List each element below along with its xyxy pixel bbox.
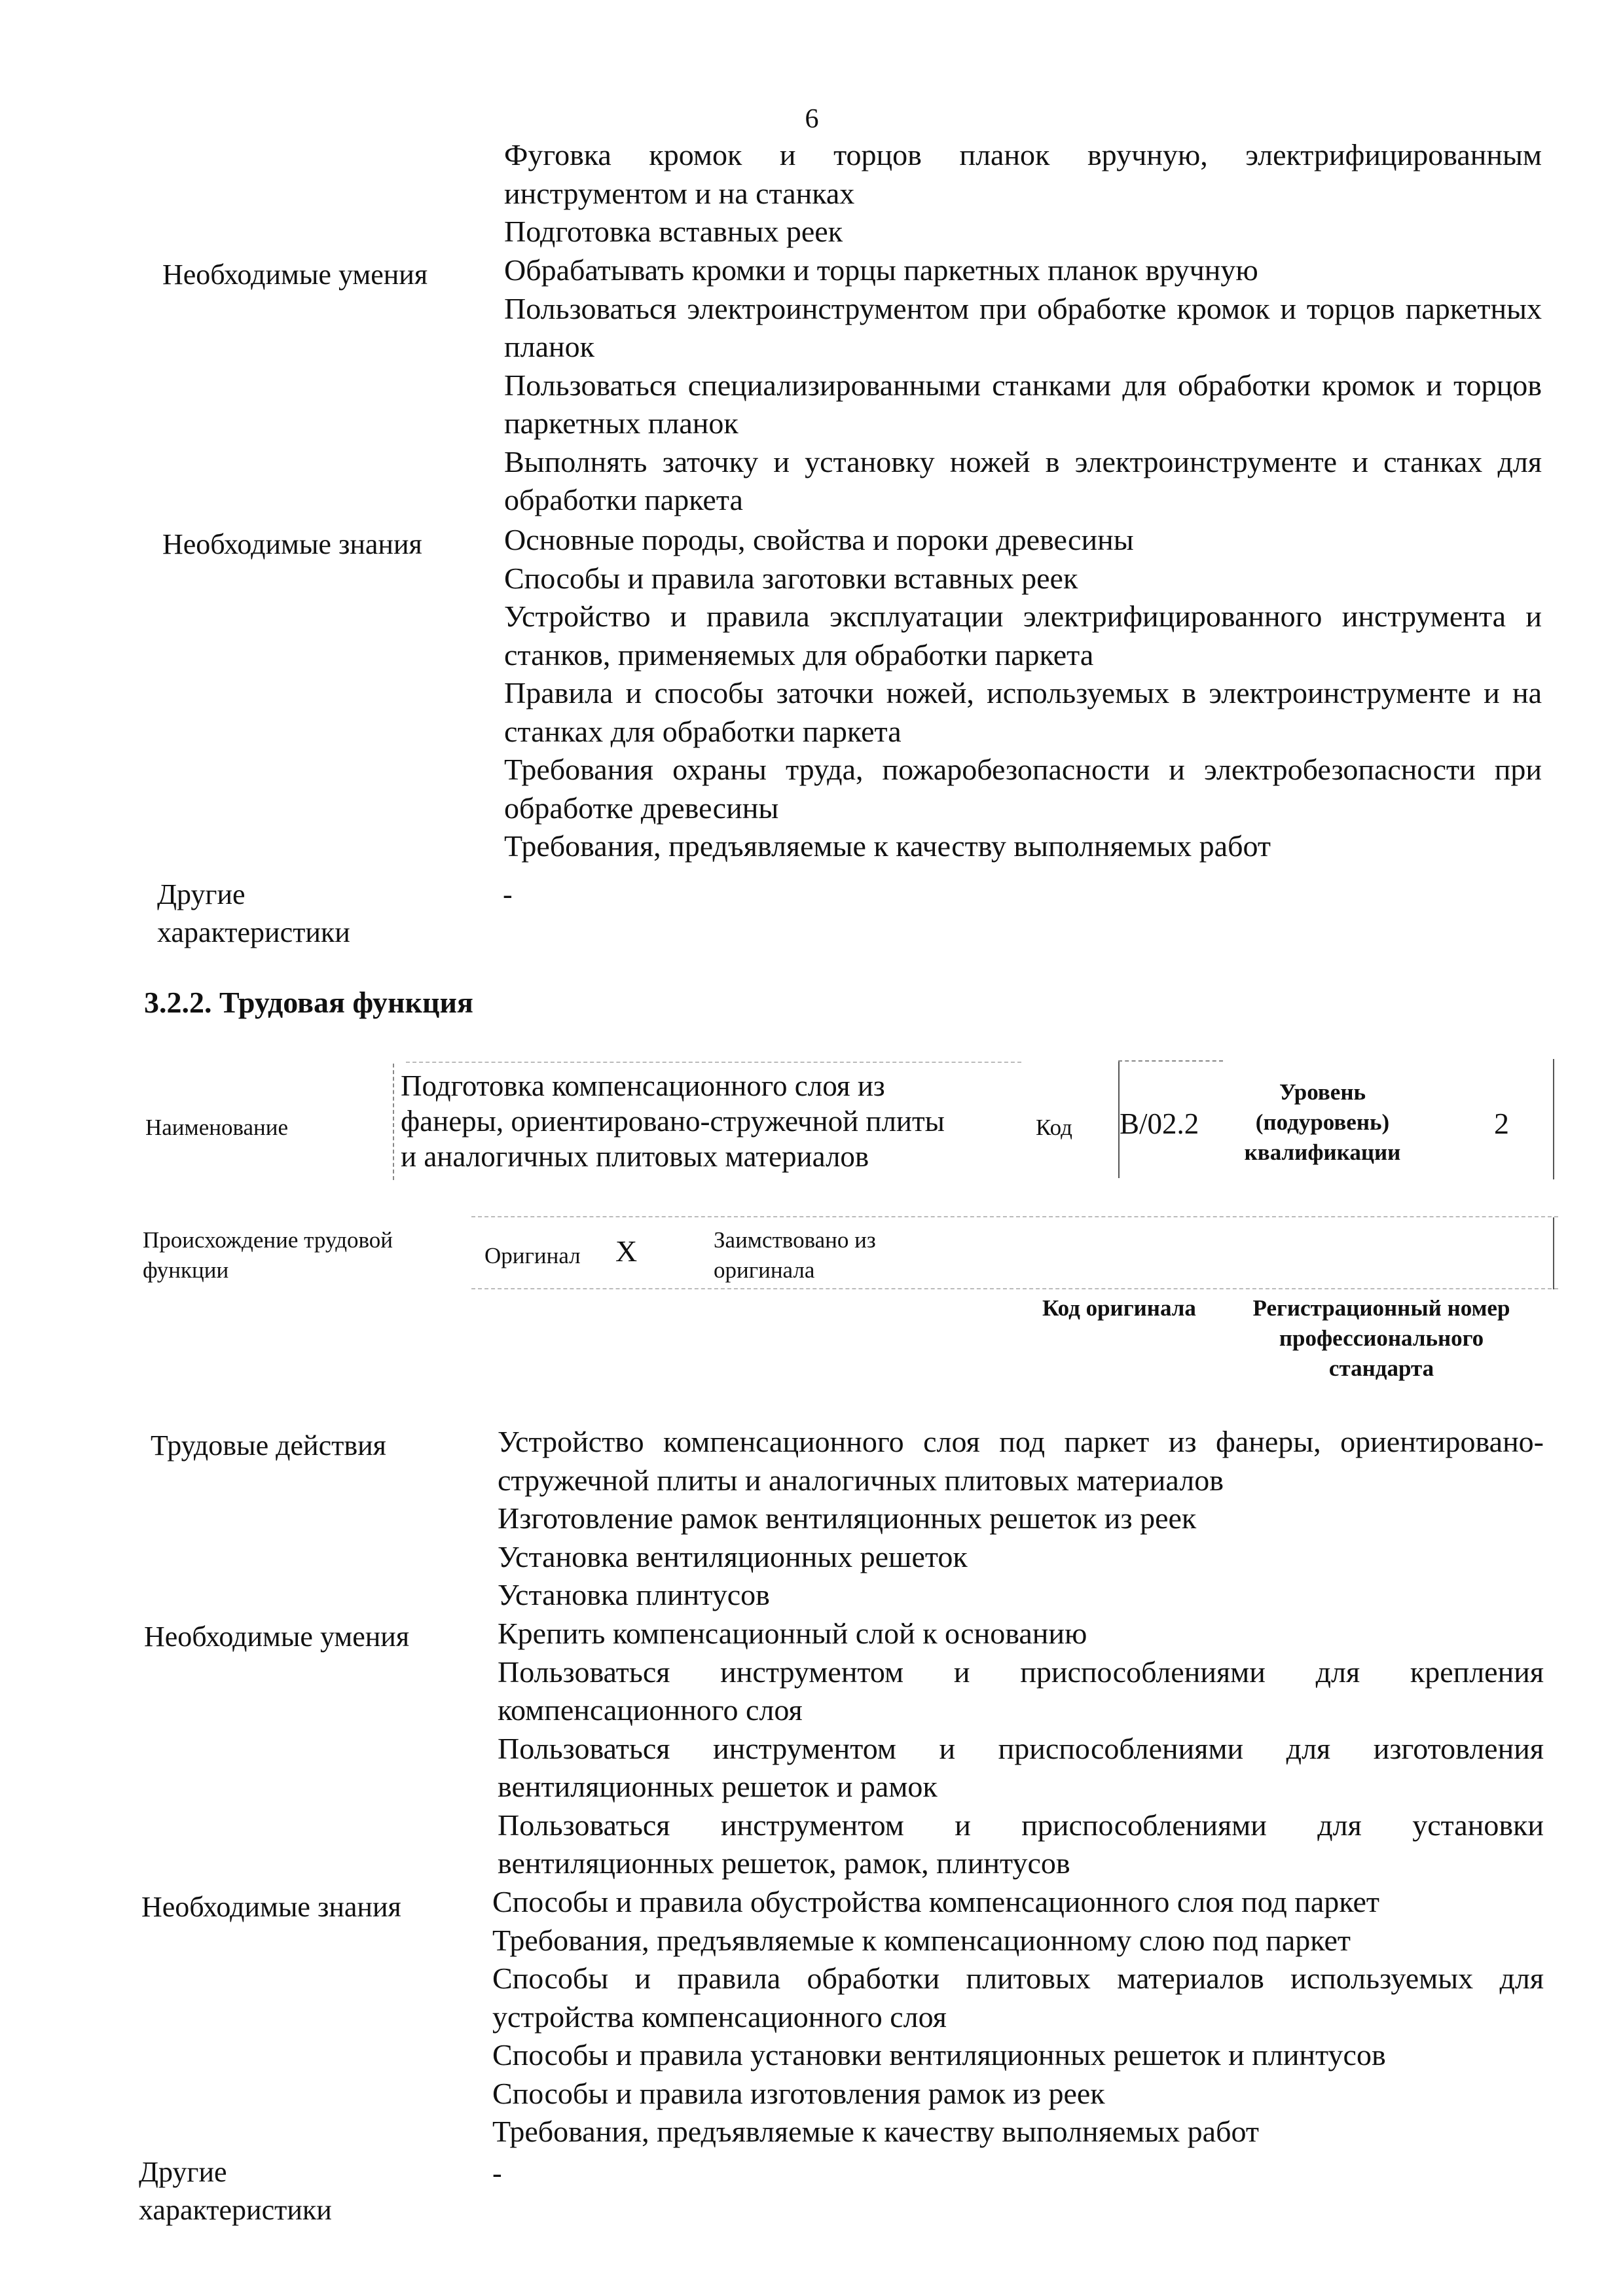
knowledge-item: Способы и правила заготовки вставных реек	[504, 561, 1078, 595]
reg-number-line: стандарта	[1328, 1355, 1434, 1381]
other-value: -	[503, 878, 513, 910]
origin-code-label: Код оригинала	[1042, 1295, 1196, 1321]
reg-number-label	[1237, 1293, 1525, 1384]
level-box-right-border	[1553, 1059, 1554, 1179]
action-item: Установка вентиляционных решеток	[498, 1539, 968, 1573]
knowledge-item: Требования, предъявляемые к качеству выполняемых работ	[492, 2115, 1260, 2148]
action-item: Устройство компенсационного слоя под паркет из фанеры, ориентировано-стружечной плиты и аналогичных плитовых материалов	[498, 1425, 1544, 1497]
borrowed-label-line: Заимствовано из	[714, 1227, 876, 1253]
skills-label-2: Необходимые умения	[144, 1621, 410, 1653]
skill-item: Выполнять заточку и установку ножей в электроинструменте и станках для обработки паркета	[504, 444, 1542, 516]
labor-actions-tail	[504, 136, 1542, 251]
code-value: B/02.2	[1120, 1107, 1199, 1140]
knowledge-item: Устройство и правила эксплуатации электрифицированного инструмента и станков, применяемых для обработки паркета	[504, 600, 1542, 672]
origin-top-dash	[471, 1216, 1558, 1217]
reg-number-line: профессионального	[1279, 1325, 1484, 1351]
level-label-line: квалификации	[1244, 1139, 1401, 1165]
origin-bottom-dash	[471, 1288, 1558, 1289]
knowledge-item: Способы и правила обустройства компенсационного слоя под паркет	[492, 1885, 1380, 1918]
skill-item: Пользоваться электроинструментом при обработке кромок и торцов паркетных планок	[504, 291, 1542, 363]
name-box-left-border	[393, 1064, 394, 1180]
other-label-b2: Другие	[139, 2156, 227, 2188]
borrowed-label-line: оригинала	[714, 1257, 815, 1283]
knowledge-item: Правила и способы заточки ножей, используемых в электроинструменте и на станках для обработки паркета	[504, 676, 1542, 748]
actions-list	[498, 1423, 1544, 1615]
knowledge-label: Необходимые знания	[162, 528, 422, 560]
knowledge-item: Способы и правила изготовления рамок из реек	[492, 2076, 1105, 2110]
name-line: и аналогичных плитовых материалов	[401, 1140, 869, 1173]
knowledge-list	[504, 521, 1542, 866]
skill-item: Пользоваться инструментом и приспособлениями для изготовления вентиляционных решеток и рамок	[498, 1731, 1544, 1803]
labor-action-item: Фуговка кромок и торцов планок вручную, электрифицированным инструментом и на станках	[504, 138, 1542, 210]
knowledge-item: Требования, предъявляемые к качеству выполняемых работ	[504, 829, 1271, 863]
knowledge-item: Требования, предъявляемые к компенсационному слою под паркет	[492, 1923, 1351, 1957]
skill-item: Пользоваться инструментом и приспособлениями для крепления компенсационного слоя	[498, 1655, 1544, 1727]
name-line: Подготовка компенсационного слоя из	[401, 1069, 885, 1102]
original-mark: X	[615, 1234, 638, 1268]
level-label-line: (подуровень)	[1255, 1109, 1390, 1135]
name-line: фанеры, ориентировано-стружечной плиты	[401, 1105, 945, 1138]
skill-item: Крепить компенсационный слой к основанию	[498, 1617, 1087, 1650]
skill-item: Пользоваться специализированными станками для обработки кромок и торцов паркетных планок	[504, 368, 1542, 440]
code-box-top-border	[1118, 1060, 1223, 1062]
actions-label: Трудовые действия	[151, 1429, 386, 1462]
skills-list-2	[498, 1615, 1544, 1883]
knowledge-item: Способы и правила обработки плитовых материалов используемых для устройства компенсационного слоя	[492, 1962, 1544, 2034]
knowledge-list-2	[492, 1883, 1544, 2151]
knowledge-label-2: Необходимые знания	[141, 1891, 401, 1923]
other-label-2: характеристики	[157, 916, 350, 948]
knowledge-item: Способы и правила установки вентиляционных решеток и плинтусов	[492, 2038, 1386, 2072]
name-value	[401, 1068, 945, 1174]
level-label	[1244, 1077, 1401, 1168]
origin-label-line: Происхождение трудовой	[143, 1227, 393, 1253]
skill-item: Обрабатывать кромки и торцы паркетных планок вручную	[504, 253, 1258, 287]
borrowed-label	[714, 1225, 876, 1285]
other-label: Другие	[157, 878, 246, 910]
action-item: Изготовление рамок вентиляционных решеток из реек	[498, 1501, 1197, 1535]
skill-item: Пользоваться инструментом и приспособлениями для установки вентиляционных решеток, рамок, плинтусов	[498, 1808, 1544, 1880]
other-label-b2-2: характеристики	[139, 2194, 332, 2226]
name-top-dash	[406, 1062, 1021, 1063]
reg-number-line: Регистрационный номер	[1252, 1295, 1510, 1321]
origin-label	[143, 1225, 393, 1285]
knowledge-item: Основные породы, свойства и пороки древесины	[504, 523, 1134, 556]
name-label: Наименование	[145, 1115, 289, 1140]
skills-list	[504, 251, 1542, 520]
origin-box-right-border	[1553, 1217, 1554, 1289]
original-label: Оригинал	[484, 1243, 581, 1268]
skills-label: Необходимые умения	[162, 259, 428, 291]
page-number: 6	[805, 104, 819, 134]
knowledge-item: Требования охраны труда, пожаробезопасности и электробезопасности при обработке древесины	[504, 753, 1542, 825]
action-item: Установка плинтусов	[498, 1578, 770, 1611]
level-value: 2	[1494, 1107, 1509, 1140]
code-label: Код	[1036, 1115, 1072, 1140]
other-value-b2: -	[492, 2157, 502, 2189]
section-title: 3.2.2. Трудовая функция	[144, 986, 473, 1019]
level-label-line: Уровень	[1279, 1079, 1366, 1105]
origin-label-line: функции	[143, 1257, 229, 1283]
labor-action-item: Подготовка вставных реек	[504, 215, 843, 248]
